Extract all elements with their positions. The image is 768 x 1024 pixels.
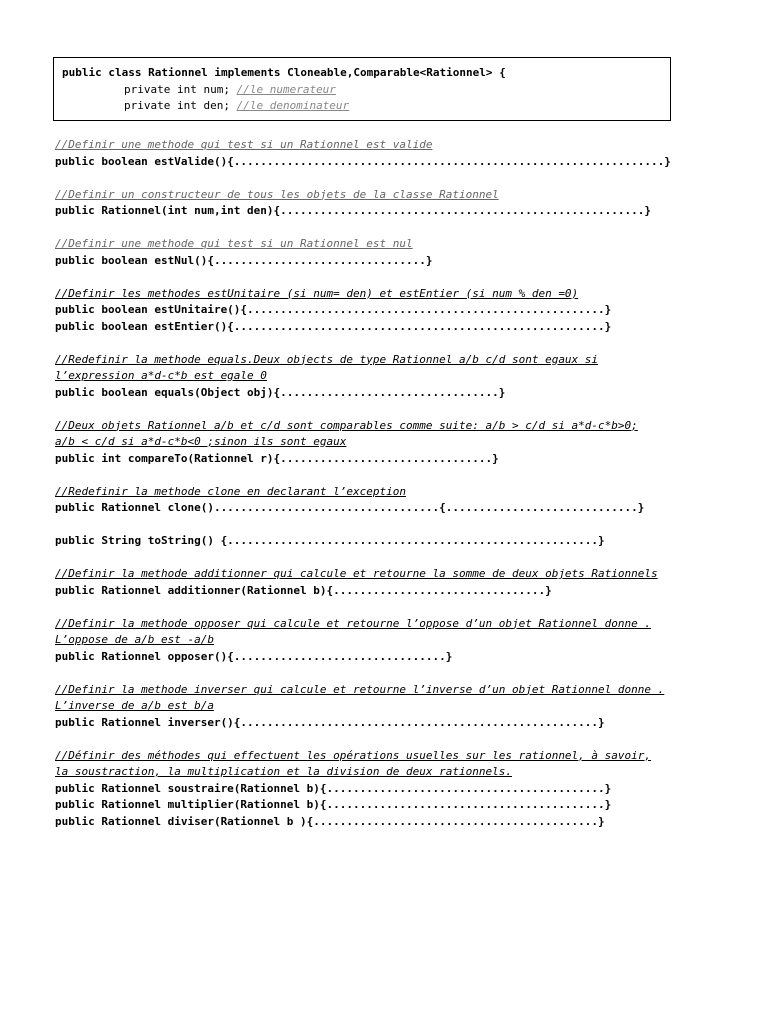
method-block — [55, 187, 715, 220]
method-signature: public int compareTo(Rationnel r){................................} — [55, 451, 499, 465]
class-declaration-box — [53, 57, 671, 121]
method-list — [55, 137, 715, 847]
method-signature: public String toString() {........................................................} — [55, 534, 605, 547]
method-signature: public boolean estNul(){................................} — [55, 253, 433, 267]
method-block — [55, 137, 715, 170]
method-block — [55, 352, 715, 402]
method-signature: public Rationnel inverser(){......................................................} — [55, 715, 605, 729]
method-signature: public Rationnel soustraire(Rationnel b){..........................................} — [55, 781, 612, 795]
method-comment: la soustraction, la multiplication et la division de deux rationnels. — [55, 765, 512, 778]
field-num-code: private int num; — [124, 82, 237, 96]
method-signature: public boolean estValide(){.................................................................} — [55, 154, 671, 168]
method-comment: L’inverse de a/b est b/a — [55, 699, 214, 712]
method-comment: L’oppose de a/b est -a/b — [55, 633, 214, 646]
method-block — [55, 418, 715, 468]
method-signature: public Rationnel clone()..................................{.............................} — [55, 501, 645, 514]
method-block — [55, 566, 715, 599]
method-signature: public boolean estEntier(){........................................................} — [55, 319, 612, 333]
method-comment: //Définir des méthodes qui effectuent les opérations usuelles sur les rationnel, à savoir, — [55, 748, 652, 762]
method-comment: //Definir la methode opposer qui calcule et retourne l’oppose d’un objet Rationnel donne . — [55, 616, 652, 630]
method-comment: //Redefinir la methode equals.Deux objects de type Rationnel a/b c/d sont egaux si — [55, 352, 599, 366]
field-num-comment: //le numerateur — [236, 82, 336, 96]
field-den-comment: //le denominateur — [236, 99, 350, 112]
method-block — [55, 616, 715, 666]
class-declaration: public class Rationnel implements Cloneable,Comparable<Rationnel> { — [62, 66, 506, 79]
method-block — [55, 682, 715, 732]
method-comment: //Deux objets Rationnel a/b et c/d sont comparables comme suite: a/b > c/d si a*d-c*b>0; — [55, 418, 638, 432]
method-comment: //Definir la methode additionner qui calcule et retourne la somme de deux objets Rationnels — [55, 567, 658, 580]
method-comment: //Definir les methodes estUnitaire (si num= den) et estEntier (si num % den =0) — [55, 286, 579, 300]
method-signature: public Rationnel multiplier(Rationnel b){..........................................} — [55, 798, 612, 811]
method-signature: public boolean estUnitaire(){......................................................} — [55, 303, 612, 316]
method-block — [55, 533, 715, 550]
method-comment: l’expression a*d-c*b est egale 0 — [55, 369, 267, 382]
method-block — [55, 236, 715, 269]
method-comment: //Definir une methode qui test si un Rationnel est valide — [55, 138, 433, 151]
method-comment: //Definir une methode qui test si un Rationnel est nul — [55, 237, 413, 250]
method-comment: //Definir la methode inverser qui calcule et retourne l’inverse d’un objet Rationnel donne . — [55, 682, 665, 696]
method-signature: public boolean equals(Object obj){.................................} — [55, 385, 506, 399]
method-signature: public Rationnel opposer(){................................} — [55, 649, 453, 663]
field-den — [62, 98, 670, 115]
method-signature: public Rationnel additionner(Rationnel b){................................} — [55, 583, 552, 597]
method-signature: public Rationnel(int num,int den){.......................................................} — [55, 204, 652, 217]
method-signature: public Rationnel diviser(Rationnel b ){...........................................} — [55, 814, 605, 828]
method-block — [55, 748, 715, 831]
method-block — [55, 286, 715, 336]
method-block — [55, 484, 715, 517]
method-comment: //Definir un constructeur de tous les objets de la classe Rationnel — [55, 187, 499, 201]
field-num — [62, 82, 670, 99]
field-den-code: private int den; — [124, 99, 237, 112]
method-comment: a/b < c/d si a*d-c*b<0 ;sinon ils sont egaux — [55, 435, 347, 448]
method-comment: //Redefinir la methode clone en declarant l’exception — [55, 484, 406, 498]
